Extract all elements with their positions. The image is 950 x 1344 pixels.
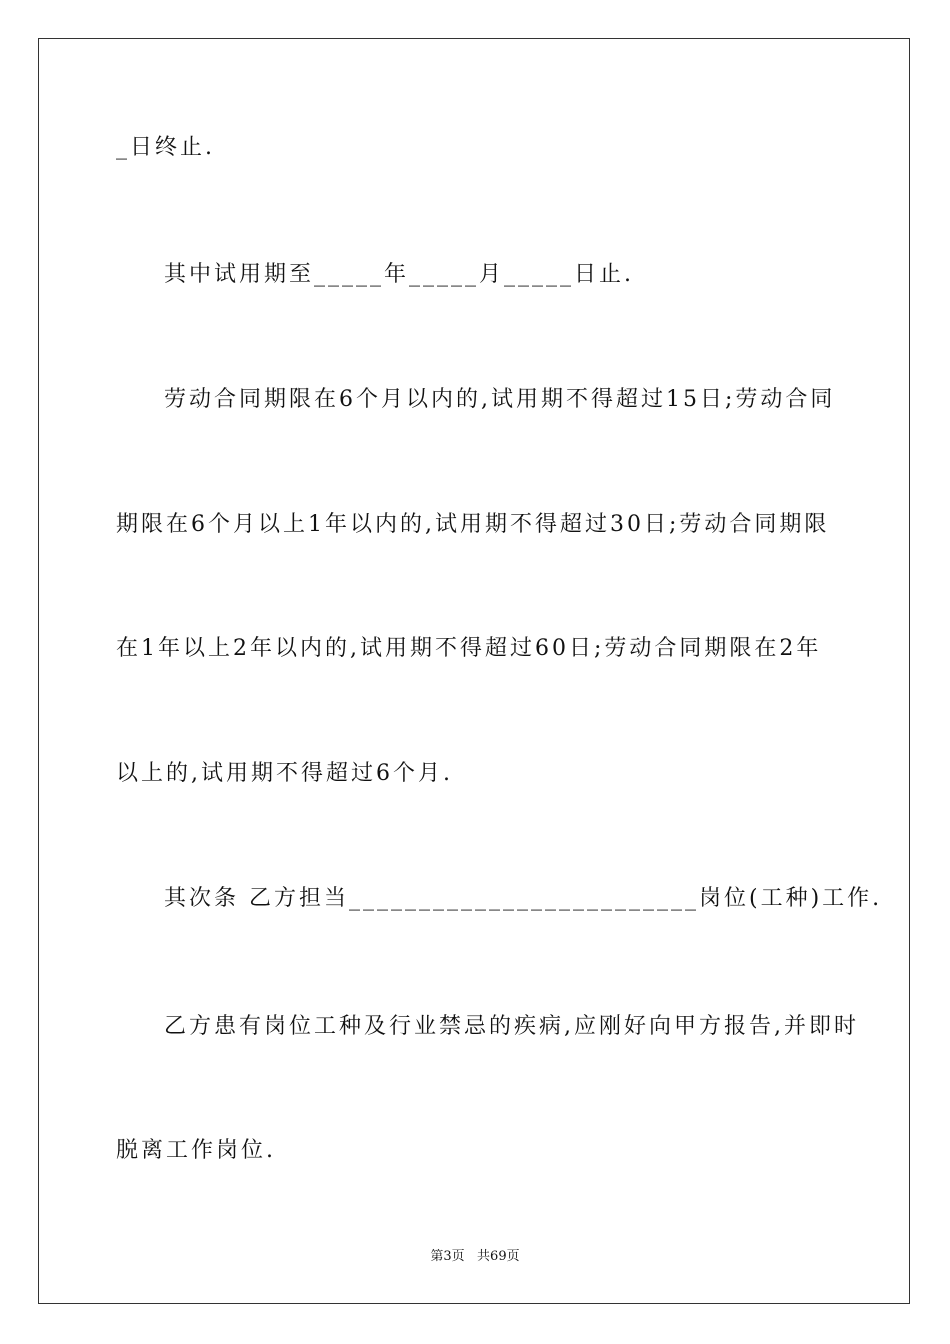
text-line-1: _日终止. [116, 135, 215, 160]
text-line-9: 脱离工作岗位. [116, 1138, 276, 1163]
text-line-4: 期限在6个月以上1年以内的,试用期不得超过30日;劳动合同期限 [116, 512, 830, 537]
text-line-8: 乙方患有岗位工种及行业禁忌的疾病,应刚好向甲方报告,并即时 [164, 1014, 859, 1039]
page-number-footer: 第3页 共69页 [430, 1249, 520, 1264]
text-line-7: 其次条 乙方担当_________________________岗位(工种)工作. [164, 886, 883, 911]
text-line-6: 以上的,试用期不得超过6个月. [116, 761, 453, 786]
text-line-2: 其中试用期至_____年_____月_____日止. [164, 262, 634, 287]
page-border [38, 38, 910, 1304]
text-line-5: 在1年以上2年以内的,试用期不得超过60日;劳动合同期限在2年 [116, 636, 822, 661]
text-line-3: 劳动合同期限在6个月以内的,试用期不得超过15日;劳动合同 [164, 387, 836, 412]
